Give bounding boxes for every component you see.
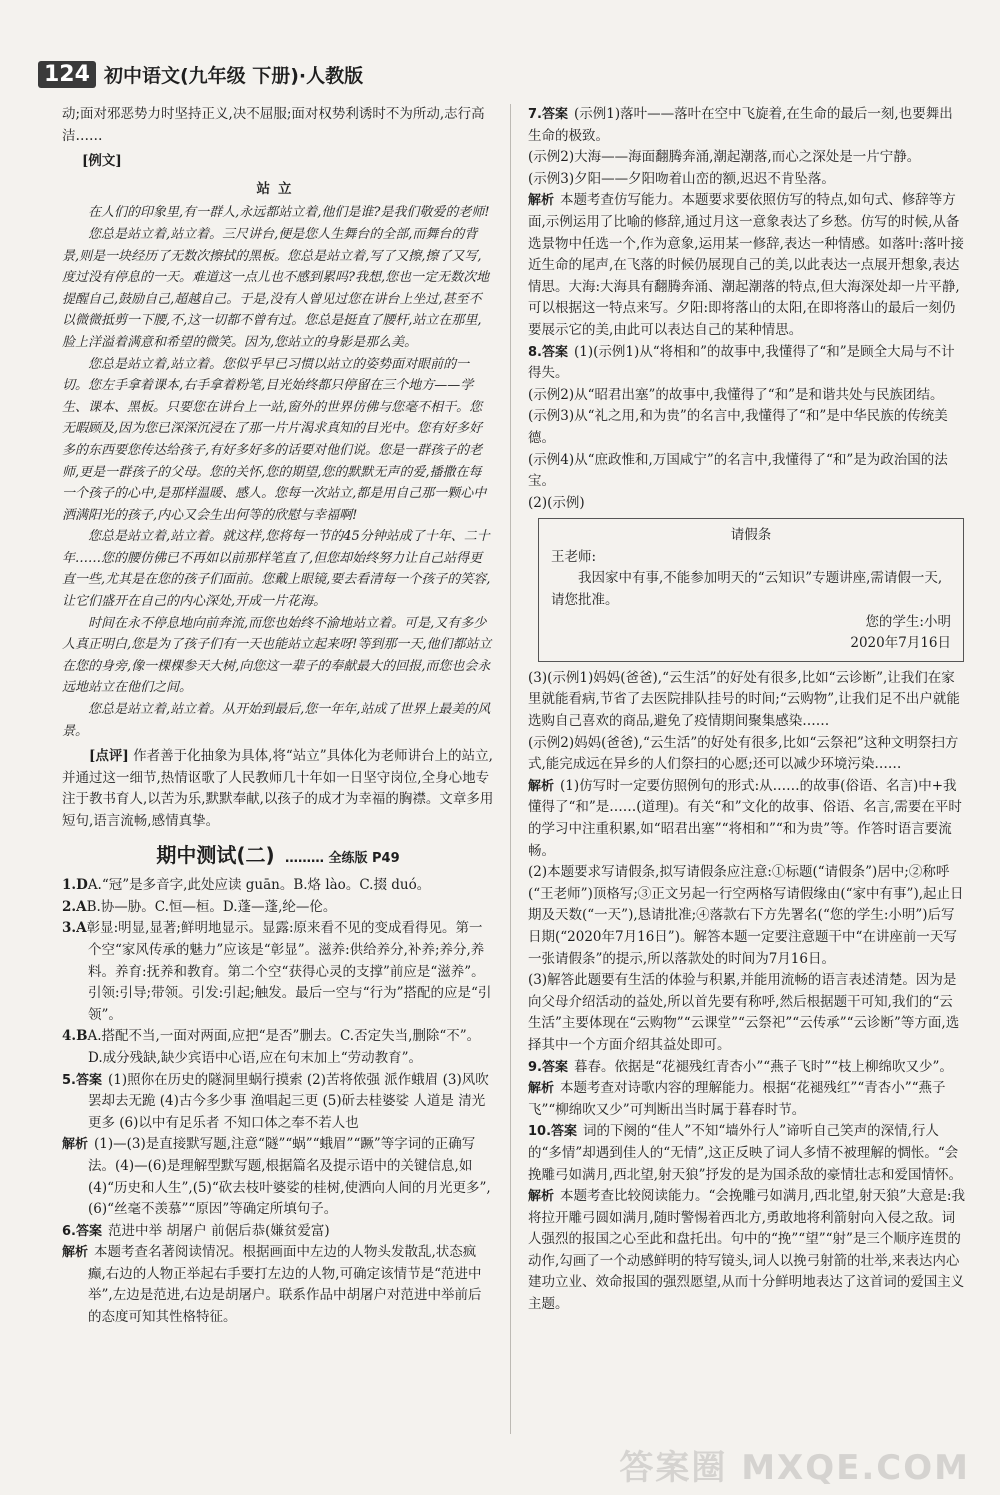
page-header [38,54,968,94]
leave-note-sign: 您的学生:小明 [865,613,951,630]
column-divider [510,104,511,1434]
essay-body [62,202,494,742]
answer-item: (2)本题要求写请假条,拟写请假条应注意:①标题(“请假条”)居中;②称呼(“王老师”)顶格写;③正文另起一行空两格写请假缘由(“家中有事”),起止日期及天数(“一天”),恳请批准;④落款右下方先署名(“您的学生:小明”)后写日期(“2020年7月16日”)。解答本题一定要注意题干中“在讲座前一天写一张请假条”的提示,所以落款处的时间为7月16日。 [528,864,964,967]
answer-item: 解析 本题考查仿写能力。本题要求要依照仿写的特点,如句式、修辞等方面,示例运用了比喻的修辞,通过月这一意象表达了乡愁。仿写的时候,从备选景物中任选一个,作为意象,运用某一修辞,表达一种情感。如落叶:落叶接近生命的尾声,在飞落的时候仍展现自己的美,以此表达一点展开想象,表达情思。大海:大海具有翻腾奔涌、潮起潮落的特点,但大海深处却一片平静,可以根据这一特点来写。夕阳:即将落山的太阳,在即将落山的最后一刻仍要展示它的美,由此可以表达自己的某种情思。 [528,192,964,338]
comment [62,746,494,832]
answer-item: 7.答案 (示例1)落叶——落叶在空中飞旋着,在生命的最后一刻,也要舞出生命的极致。 [528,106,953,144]
answer-item: 10.答案 词的下阕的“佳人”不知“墙外行人”谛听自己笑声的深情,行人的“多情”却遇到佳人的“无情”,这正反映了词人多情不被理解的惆怅。“会挽雕弓如满月,西北望,射天狼”抒发的是为国杀敌的豪情壮志和爱国情怀。 [528,1123,962,1183]
answer-item: (示例2)妈妈(爸爸),“云生活”的好处有很多,比如“云祭祀”这种文明祭扫方式,能完成远在异乡的人们祭扫的心愿;还可以减少环境污染…… [528,734,959,773]
essay-paragraph: 您总是站立着,站立着。三尺讲台,便是您人生舞台的全部,而舞台的背景,则是一块经历了无数次擦拭的黑板。您总是站立着,写了又擦,擦了又写,度过没有停息的一天。难道这一点儿也不感到累吗?我想,您也一定无数次地提醒自己,鼓励自己,超越自己。于是,没有人曾见过您在讲台上坐过,甚至不以微微抵剪一下腰,不,这一切都不曾有过。您总是挺直了腰杆,站立在那里,脸上洋溢着满意和希望的微笑。因为,您站立的身影是那么美。 [62,226,490,350]
essay-paragraph: 您总是站立着,站立着。您似乎早已习惯以站立的姿势面对眼前的一切。您左手拿着课本,右手拿着粉笔,目光始终都只停留在三个地方——学生、课本、黑板。只要您在讲台上一站,窗外的世界仿佛与您毫不相干。您无暇顾及,因为您已深深沉浸在了那一片片渴求真知的目光中。您有好多好多的东西要您传达给孩子,有好多好多的话要对他们说。您是一群孩子的老师,更是一群孩子的父母。您的关怀,您的期望,您的默默无声的爱,播撒在每一个孩子的心中,是那样温暖、感人。您每一次站立,都是用自己那一颗心中洒满阳光的孩子,内心又会生出何等的欣慰与幸福啊! [62,356,487,523]
answer-item: 5.答案 (1)照你在历史的隧洞里蜗行摸索 (2)苦将侬强 派作蛾眉 (3)风吹罢却去无跪 (4)古今多少事 渔唱起三更 (5)斫去桂婆娑 人道是 清光更多 (6)以中有足乐者 不知口体之奉不若人也 [62,1071,489,1131]
comment-label: [点评] [89,748,129,765]
answer-item: 2.AB.协—胁。C.恒—桓。D.蓬—蓬,纶—伦。 [62,898,337,915]
answer-item: 1.DA.“冠”是多音字,此处应读 guān。B.烙 lào。C.掇 duó。 [62,877,431,894]
right-column [528,104,966,1316]
section-ref: ……… 全练版 P49 [284,850,400,866]
answer-item: (2)(示例) [528,494,585,511]
leave-note-to: 王老师: [551,548,597,565]
essay-paragraph: 在人们的印象里,有一群人,永远都站立着,他们是谁?是我们敬爱的老师! [88,205,490,221]
answer-item: 解析 本题考查比较阅读能力。“会挽雕弓如满月,西北望,射天狼”大意是:我将拉开雕弓圆如满月,随时警惕着西北方,勇敢地将利箭射向入侵之敌。词人强烈的报国之心至此和盘托出。句中的“挽”“望”“射”是三个顺序连贯的动作,勾画了一个动感鲜明的特写镜头,词人以挽弓射箭的壮举,来表达内心建功立业、效命报国的强烈愿望,从而十分鲜明地表达了这首词的爱国主义主题。 [528,1188,965,1313]
section-heading [62,842,494,870]
answer-item: 8.答案 (1)(示例1)从“将相和”的故事中,我懂得了“和”是顾全大局与不计得失。 [528,343,955,382]
intro-line: 动;面对邪恶势力时坚持正义,决不屈服;面对权势利诱时不为所动,志行高洁…… [62,106,485,144]
answer-item: (3)解答此题要有生活的体验与积累,并能用流畅的语言表述清楚。因为是向父母介绍活动的益处,所以首先要有称呼,然后根据题干可知,我们的“云生活”主要体现在“云购物”“云课堂”“云祭祀”“云传承”“云诊断”等方面,选择其中一个方面介绍其益处即可。 [528,972,960,1053]
answer-item: (示例4)从“庶政惟和,万国咸宁”的名言中,我懂得了“和”是为政治国的法宝。 [528,451,948,490]
answer-item: 解析 本题考查名著阅读情况。根据画面中左边的人物头发散乱,状态疯癫,右边的人物正举起右手要打左边的人物,可确定该情节是“范进中举”,左边是范进,右边是胡屠户。联系作品中胡屠户对范进中举前后的态度可知其性格特征。 [62,1244,482,1326]
essay-paragraph: 您总是站立着,站立着。从开始到最后,您一年年,站成了世界上最美的风景。 [62,702,491,739]
answer-item: 4.BA.搭配不当,一面对两面,应把“是否”删去。C.否定失当,删除“不”。D.成分残缺,缺少宾语中心语,应在句末加上“劳动教育”。 [62,1028,481,1066]
answer-item: 解析 (1)仿写时一定要仿照例句的形式:从……的故事(俗语、名言)中+我懂得了“和”是……(道理)。有关“和”文化的故事、俗语、名言,需要在平时的学习中注重积累,如“昭君出塞”“将相和”“和为贵”等。作答时语言要流畅。 [528,777,962,859]
answer-item: 解析 (1)—(3)是直接默写题,注意“隧”“蜗”“蛾眉”“蹶”等字词的正确写法。(4)—(6)是理解型默写题,根据篇名及提示语中的关键信息,如(4)“历史和人生”,(5)“砍去枝叶婆娑的桂树,使洒向人间的月光更多”,(6)“丝毫不羡慕”“原因”等确定所填句子。 [62,1136,491,1218]
answer-item: 解析 本题考查对诗歌内容的理解能力。根据“花褪残红”“青杏小”“燕子飞”“柳绵吹又少”可判断出当时属于暮春时节。 [528,1080,946,1118]
answer-item: 3.A彰显:明显,显著;鲜明地显示。显露:原来看不见的变成看得见。第一个空“家风传承的魅力”应该是“彰显”。滋养:供给养分,补养;养分,养料。养育:抚养和教育。第二个空“获得心灵的支撑”前应是“滋养”。引领:引导;带领。引发:引起;触发。最后一空与“行为”搭配的应是“引领”。 [62,920,492,1023]
page-number: 124 [38,61,96,88]
answer-item: 9.答案 暮春。依据是“花褪残红青杏小”“燕子飞时”“枝上柳绵吹又少”。 [528,1058,953,1075]
leave-note-box [538,518,964,662]
leave-note-date: 2020年7月16日 [850,635,951,652]
watermark-logo: 答案圈 MXQE.COM [619,1448,970,1488]
example-label: [例文] [82,153,122,170]
essay-paragraph: 时间在永不停息地向前奔流,而您也始终不渝地站立着。可是,又有多少人真正明白,您是为了孩子们有一天也能站立起来呀!等到那一天,他们都站立在您的身旁,像一棵棵参天大树,向您这一辈子的奉献最大的回报,而您也会永远地站立在他们之间。 [62,615,492,696]
answer-item: (示例2)从“昭君出塞”的故事中,我懂得了“和”是和谐共处与民族团结。 [528,386,944,403]
essay-title: 站立 [256,180,300,197]
answer-item: (示例3)从“礼之用,和为贵”的名言中,我懂得了“和”是中华民族的传统美德。 [528,408,948,446]
book-title: 初中语文(九年级 下册)·人教版 [103,64,364,87]
comment-text: 作者善于化抽象为具体,将“站立”具体化为老师讲台上的站立,并通过这一细节,热情讴歌了人民教师几十年如一日坚守岗位,全身心地专注于教书育人,以苦为乐,默默奉献,以孩子的成才为幸福的胸襟。文章多用短句,语言流畅,感情真挚。 [62,748,494,829]
leave-note-body: 我因家中有事,不能参加明天的“云知识”专题讲座,需请假一天,请您批准。 [551,570,943,609]
section-title: 期中测试(二) [156,842,275,867]
answer-item: 6.答案 范进中举 胡屠户 前倨后恭(嫌贫爱富) [62,1222,330,1239]
answer-item: (3)(示例1)妈妈(爸爸),“云生活”的好处有很多,比如“云诊断”,让我们在家里就能看病,节省了去医院排队挂号的时间;“云购物”,让我们足不出户就能选购自己喜欢的商品,避免了疫情期间聚集感染…… [528,669,960,730]
answer-item: (示例2)大海——海面翻腾奔涌,潮起潮落,而心之深处是一片宁静。 [528,149,921,166]
leave-note-title: 请假条 [730,527,772,544]
answer-item: (示例3)夕阳——夕阳吻着山峦的额,迟迟不肯坠落。 [528,170,835,187]
left-column [62,104,494,1329]
essay-paragraph: 您总是站立着,站立着。就这样,您将每一节的45分钟站成了十年、二十年……您的腰仿佛已不再如以前那样笔直了,但您却始终努力让自己站得更直一些,尤其是在您的孩子们面前。您戴上眼镜,要去看清每一个孩子的笑容,让它们盛开在自己的内心深处,开成一片花海。 [62,529,491,610]
